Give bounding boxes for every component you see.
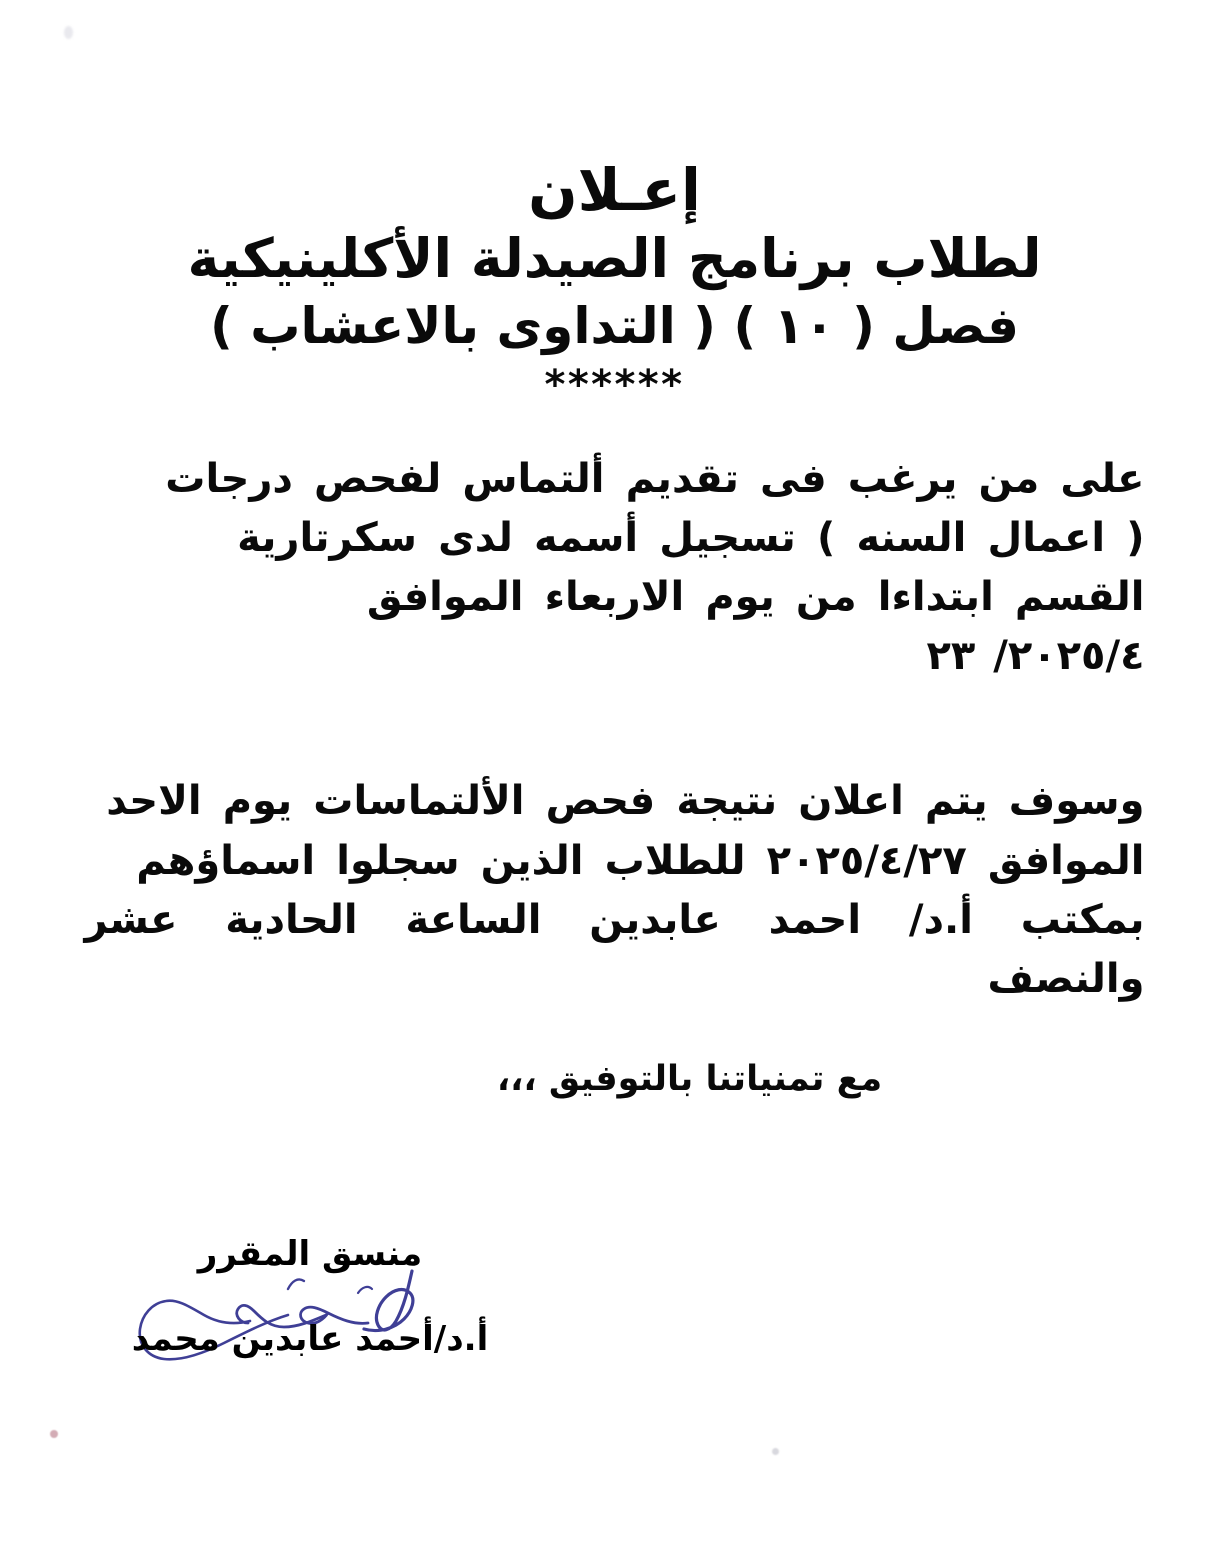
paragraph-registration-line-2: ( اعمال السنه ) تسجيل أسمه لدى سكرتارية	[237, 514, 1145, 561]
body-content	[85, 450, 1145, 1100]
heading-divider: ******	[544, 361, 685, 408]
signature-block	[100, 1236, 520, 1359]
page-title: إعـلان	[528, 156, 701, 224]
paragraph-registration-line-3: القسم ابتداءا من يوم الاربعاء الموافق	[366, 574, 1145, 621]
paragraph-results-line-3: بمكتب أ.د/ احمد عابدين الساعة الحادية عشر والنصف	[84, 896, 1145, 1002]
paragraph-registration	[85, 450, 1145, 687]
scan-speck-bottom-left	[50, 1430, 58, 1438]
scan-speck-bottom-center	[772, 1448, 779, 1455]
closing-wishes: مع تمنياتنا بالتوفيق ،،،	[496, 1059, 883, 1100]
paragraph-results	[85, 772, 1145, 1009]
paragraph-registration-line-1: على من يرغب فى تقديم ألتماس لفحص درجات	[165, 455, 1145, 502]
paragraph-results-line-2: الموافق ٢٠٢٥/٤/٢٧ للطلاب الذين سجلوا اسماؤهم	[136, 837, 1145, 884]
heading-block	[0, 158, 1229, 408]
paragraph-results-line-1: وسوف يتم اعلان نتيجة فحص الألتماسات يوم الاحد	[106, 778, 1145, 825]
registration-start-date: ٢٠٢٥/٤/ ٢٣	[926, 633, 1145, 680]
signatory-role: منسق المقرر	[197, 1234, 423, 1274]
signatory-name: أ.د/أحمد عابدين محمد	[131, 1319, 489, 1360]
heading-chapter: فصل ( ١٠ ) ( التداوى بالاعشاب )	[209, 296, 1020, 355]
heading-audience: لطلاب برنامج الصيدلة الأكلينيكية	[187, 226, 1042, 290]
